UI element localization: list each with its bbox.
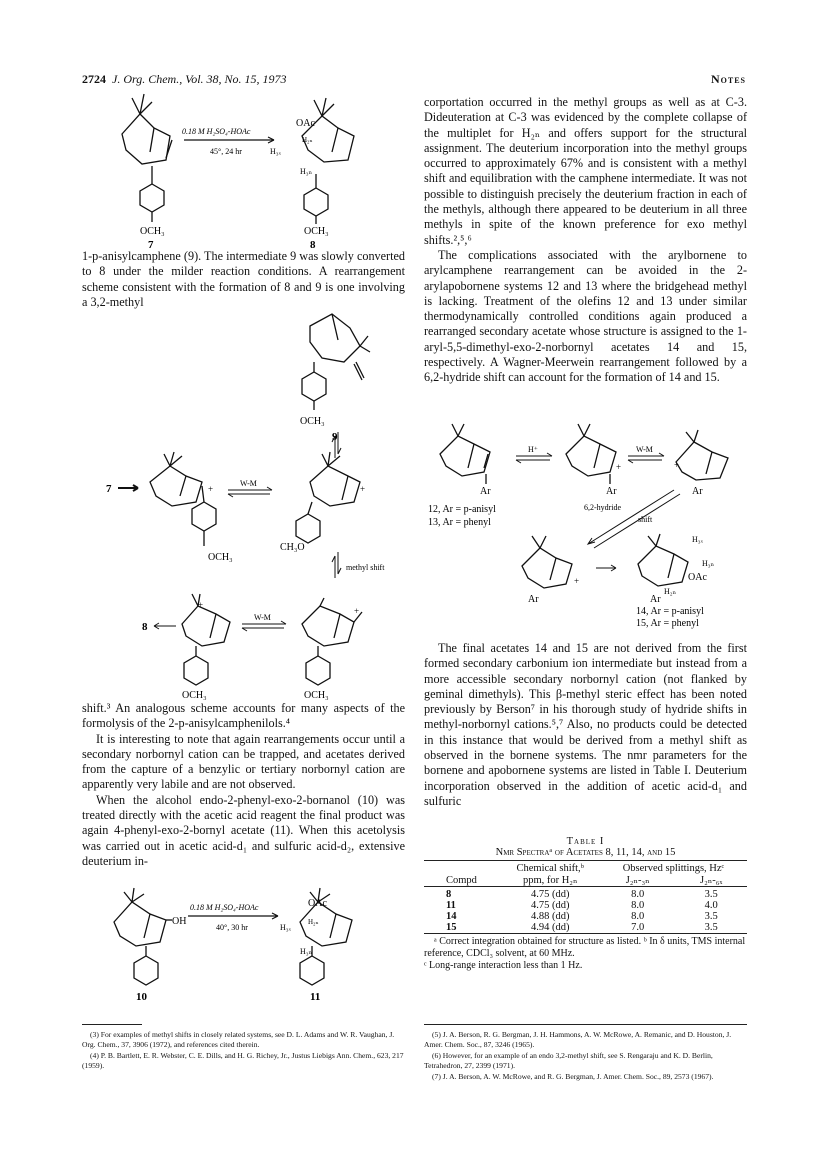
scheme-mechanism — [92, 306, 412, 701]
h3n-label: H₃ₙ — [702, 559, 715, 568]
cell-j2: 3.5 — [704, 911, 718, 922]
och3-label-8: OCH₃ — [304, 226, 329, 237]
footnote-rule — [82, 1024, 142, 1025]
paragraph: When the alcohol endo-2-phenyl-exo-2-bornanol (10) was treated directly with the acetic acid reagent the final product was again 4-phenyl-exo-2-bornyl acetate (11). When this acetolysis was carried out in acetic acid-d₁ and sulfuric acid-d₂, extensive deuterium in- — [82, 792, 405, 868]
plus-sign: + — [574, 576, 580, 586]
structure-12-13 — [440, 424, 490, 484]
cell-j1: 8.0 — [631, 900, 645, 911]
cation-c — [522, 536, 572, 588]
condition-text: 45°, 24 hr — [210, 147, 242, 156]
ar-label: Ar — [606, 486, 617, 497]
paragraph: The final acetates 14 and 15 are not derived from the first formed secondary carbonium ion intermediate but instead from a more accessible secondary norbornyl cation (not flanked by geminal dimethyls). This β-methyl steric effect has been noted previously by Berson⁷ in his thorough study of hydride shifts in methyl-norbornyl cations.⁵,⁷ Also, no products could be detected in this instance that would be derived from a methyl shift as observed in the bornene systems. The nmr parameters for the bornene and apobornene systems are listed in Table I. Deuterium incorporation observed in the addition of acetic acid-d₁ and sulfuric — [424, 641, 747, 808]
plus-sign: + — [198, 600, 204, 610]
structure-9 — [302, 314, 370, 410]
scheme-7-to-8 — [92, 96, 412, 251]
col-header: ppm, for H₂ₙ — [522, 875, 578, 886]
h3n-label: H₃ₙ — [300, 947, 313, 956]
oh-label: OH — [172, 916, 187, 927]
col-header: Observed splittings, Hzᶜ — [622, 863, 725, 874]
right-column-top — [424, 95, 747, 386]
cell-j2: 3.5 — [704, 922, 718, 933]
scheme-10-to-11 — [100, 892, 400, 1012]
cell-compd: 15 — [446, 922, 457, 933]
scheme-apobornene — [424, 418, 747, 629]
och3-label-c4: OCH₃ — [304, 690, 329, 701]
footnotes-left — [82, 1030, 405, 1072]
hydride-label-2: shift — [638, 515, 653, 524]
col-header: J₂ₙ-₃ₙ — [625, 875, 650, 886]
label-14: 14, Ar = p-anisyl — [636, 606, 704, 617]
och3-label-7: OCH₃ — [140, 226, 165, 237]
table-subtitle: Nmr Spectraᵃ of Acetates 8, 11, 14, and 15 — [495, 847, 676, 858]
table-grid — [424, 860, 747, 936]
compound-label-11: 11 — [310, 991, 321, 1003]
h3x-label: H₃ₓ — [270, 147, 281, 156]
ch3o-label: CH₃O — [280, 542, 305, 553]
table-header-row — [424, 874, 747, 887]
cation-4 — [302, 598, 362, 685]
reaction-arrow-back — [154, 623, 176, 629]
table-row — [424, 922, 747, 934]
journal-citation: J. Org. Chem., Vol. 38, No. 15, 1973 — [112, 72, 287, 86]
reagent-text: 0.18 M H₂SO₄-HOAc — [190, 903, 259, 912]
ar-label: Ar — [692, 486, 703, 497]
table-row — [424, 911, 747, 922]
h-plus-label: H⁺ — [528, 445, 538, 454]
compound-label-7b: 7 — [106, 483, 112, 495]
h2n-label: H₂ₙ — [302, 136, 313, 144]
reaction-arrow — [596, 565, 616, 571]
bold-arrow — [118, 485, 138, 491]
ar-label: Ar — [650, 594, 661, 605]
hydride-shift-arrow — [588, 490, 680, 548]
equilibrium-arrow-wm2 — [242, 621, 286, 631]
cell-j2: 4.0 — [704, 900, 718, 911]
right-column-middle — [424, 641, 747, 809]
compound-label-10: 10 — [136, 991, 147, 1003]
cation-2 — [296, 452, 360, 543]
cell-shift: 4.94 (dd) — [530, 922, 570, 933]
structure-7 — [122, 94, 172, 222]
cell-j1: 8.0 — [631, 911, 645, 922]
equilibrium-arrow-wm — [228, 487, 272, 497]
plus-sign: + — [360, 484, 366, 494]
footnote-rule — [424, 1024, 747, 1025]
cell-compd: 8 — [446, 889, 452, 900]
ar-label: Ar — [480, 486, 491, 497]
compound-label-9: 9 — [332, 431, 338, 443]
wm-label-2: W-M — [254, 613, 271, 622]
cell-j1: 7.0 — [631, 922, 645, 933]
ar-label: Ar — [528, 594, 539, 605]
page-number: 2724 — [82, 72, 106, 86]
structure-10 — [114, 888, 172, 985]
paragraph: corportation occurred in the methyl groups as well as at C-3. Dideuteration at C-3 was evidenced by the complete collapse of the multiplet for H₂ₙ and offers support for the structural assignment. The deuterium incorporation into the methyl groups occurred to approximately 67% and is consistent with a methyl shift and equilibration with the camphene intermediate. It was not possible to distinguish precisely the deuterium fraction in each of the methyls, although there appeared to be deuterium in all three methyls in spite of the known preference for exo methyl shifts.²,⁵,⁶ — [424, 95, 747, 247]
structure-14-15 — [638, 534, 688, 586]
cation-a — [566, 424, 616, 484]
cell-compd: 11 — [446, 900, 456, 911]
equilibrium-arrow-methyl — [332, 552, 341, 578]
footnotes-right — [424, 1030, 747, 1083]
table-footnote: ᵃ Correct integration obtained for structure as listed. ᵇ In δ units, TMS internal reference, CDCl₃ solvent, at 60 MHz. — [424, 936, 746, 959]
header-journal-line — [82, 72, 287, 87]
paragraph: 1-p-anisylcamphene (9). The intermediate 9 was slowly converted to 8 under the milder reaction conditions. A rearrangement scheme consistent with the formation of 8 and 9 is one involving a 3,2-methyl — [82, 249, 405, 309]
label-13: 13, Ar = phenyl — [428, 517, 491, 528]
footnote-7: (7) J. A. Berson, A. W. McRowe, and R. G. Bergman, J. Amer. Chem. Soc., 89, 2573 (1967). — [432, 1072, 714, 1081]
hydride-label-1: 6,2-hydride — [584, 503, 622, 512]
plus-sign: + — [354, 606, 360, 616]
compound-label-8: 8 — [310, 239, 316, 251]
condition-text: 40°, 30 hr — [216, 923, 248, 932]
label-12: 12, Ar = p-anisyl — [428, 504, 496, 515]
footnote-6: (6) However, for an example of an endo 3,2-methyl shift, see S. Rengaraju and K. D. Berlin, Tetrahedron, 27, 2399 (1971). — [424, 1051, 713, 1070]
footnote-4: (4) P. B. Bartlett, E. R. Webster, C. E. Dills, and H. G. Richey, Jr., Justus Liebigs Ann. Chem., 623, 217 (1959). — [82, 1051, 404, 1070]
h2n-label: H₂ₙ — [664, 587, 677, 596]
paragraph: shift.³ An analogous scheme accounts for many aspects of the formolysis of the 2-p-anisylcamphenilols.⁴ — [82, 701, 405, 731]
compound-label-7: 7 — [148, 239, 154, 251]
och3-label-c3: OCH₃ — [182, 690, 207, 701]
equilibrium-arrow-h — [516, 453, 552, 463]
paragraph: The complications associated with the arylbornene to arylcamphene rearrangement can be avoided in the 2-arylapobornene systems 12 and 13 where the bridgehead methyl is lacking. Treatment of the olefins 12 and 13 under similar thermodynamically controlled conditions again produced a rearranged secondary acetate whose structure is assigned to the 1-aryl-5,5-dimethyl-exo-2-norbornyl acetates 14 and 15, respectively. A Wagner-Meerwein rearrangement followed by a 6,2-hydride shift can account for the formation of 14 and 15. — [424, 247, 747, 385]
cell-j2: 3.5 — [704, 889, 718, 900]
oac-label-11: OAc — [308, 898, 327, 909]
col-header: J₂ₙ-₆ₓ — [699, 875, 723, 886]
h3n-label: H₃ₙ — [300, 167, 313, 176]
table-title: Table I — [566, 836, 605, 847]
col-header: Chemical shift,ᵇ — [516, 863, 584, 874]
reaction-arrow — [188, 913, 278, 919]
table-row — [424, 900, 747, 911]
section-title: Notes — [710, 72, 746, 86]
oac-label: OAc — [688, 572, 707, 583]
cation-b — [676, 430, 728, 480]
cell-compd: 14 — [446, 911, 457, 922]
cell-shift: 4.75 (dd) — [530, 889, 570, 900]
table-1 — [424, 836, 747, 972]
left-column-middle — [82, 701, 405, 869]
left-column-top — [82, 249, 405, 310]
h2n-label: H₂ₙ — [308, 918, 319, 926]
table-header-row — [424, 863, 747, 874]
cell-shift: 4.88 (dd) — [530, 911, 570, 922]
wm-label: W-M — [636, 445, 653, 454]
equilibrium-arrow-wm — [628, 453, 664, 463]
paragraph: It is interesting to note that again rearrangements occur until a secondary norbornyl cation can be trapped, and acetates derived from the capture of a benzylic or tertiary norbornyl cation are apparently very labile and are not observed. — [82, 731, 405, 792]
table-row — [424, 889, 747, 900]
methyl-shift-label: methyl shift — [346, 563, 385, 572]
h3x-label: H₃ₓ — [692, 535, 703, 544]
reagent-text: 0.18 M H₂SO₄-HOAc — [182, 127, 251, 136]
col-header: Compd — [446, 874, 477, 886]
compound-label-8b: 8 — [142, 621, 148, 633]
och3-label-c1: OCH₃ — [208, 552, 233, 563]
plus-sign: + — [674, 460, 680, 470]
label-15: 15, Ar = phenyl — [636, 618, 699, 629]
cation-3 — [182, 594, 230, 685]
och3-label-9: OCH₃ — [300, 416, 325, 427]
cell-shift: 4.75 (dd) — [530, 900, 570, 911]
plus-sign: + — [208, 484, 214, 494]
cation-1 — [150, 452, 216, 546]
structure-8 — [302, 98, 354, 224]
footnote-3: (3) For examples of methyl shifts in closely related systems, see D. L. Adams and W. R. Vaughan, J. Org. Chem., 37, 3906 (1972), and references cited therein. — [82, 1030, 395, 1049]
oac-label-8: OAc — [296, 118, 315, 129]
footnote-5: (5) J. A. Berson, R. G. Bergman, J. H. Hammons, A. W. McRowe, A. Remanic, and D. Houston, J. Amer. Chem. Soc., 87, 3246 (1965). — [424, 1030, 732, 1049]
page-header — [82, 72, 746, 92]
cell-j1: 8.0 — [631, 889, 645, 900]
plus-sign: + — [616, 462, 622, 472]
h3x-label: H₃ₓ — [280, 923, 291, 932]
wm-label-1: W-M — [240, 479, 257, 488]
table-footnote: ᶜ Long-range interaction less than 1 Hz. — [424, 960, 583, 971]
